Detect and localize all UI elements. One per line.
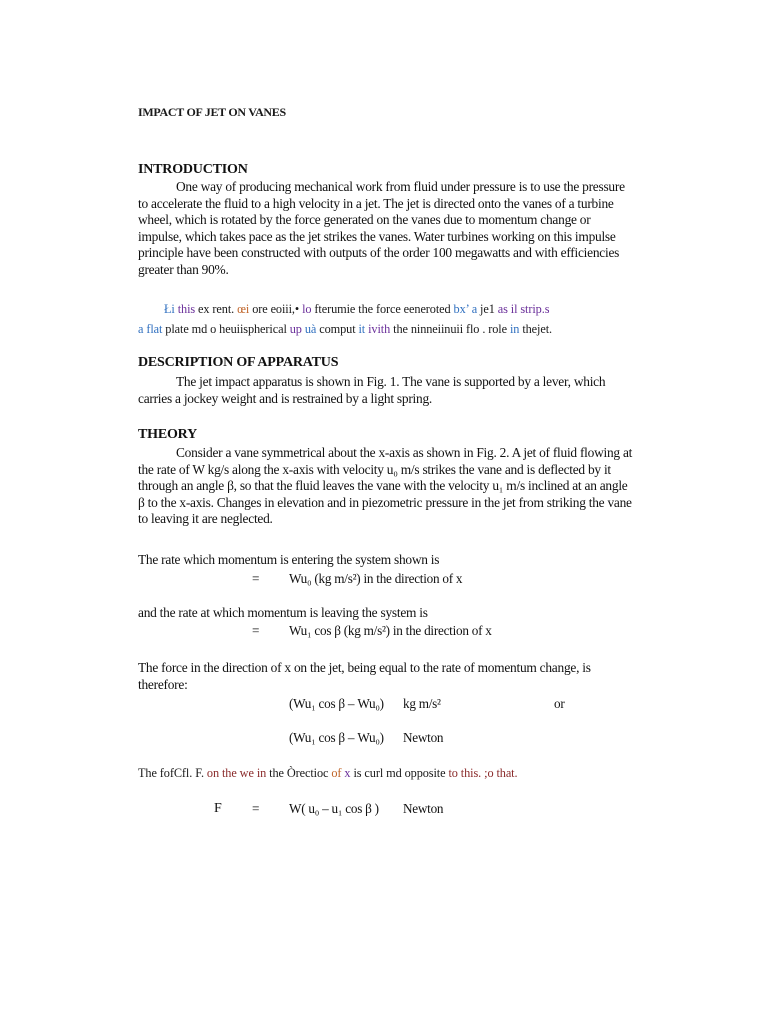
- intro-line: to accelerate the fluid to a high velocity in a jet. The jet is directed onto the vanes of a turbine: [138, 195, 614, 211]
- ocr-fragment: in: [509, 322, 520, 336]
- force-paragraph: [138, 660, 638, 693]
- ocr-fragment: plate md o heuiispherical: [162, 322, 290, 336]
- theory-line: through an angle β, so that the fluid leaves the vane with the velocity u₁ m/s inclined at an angle: [138, 478, 628, 493]
- force-equation-2: (Wu₁ cos β – Wu₀): [289, 730, 384, 745]
- theory-line: Consider a vane symmetrical about the x-axis as shown in Fig. 2. A jet of fluid flowing at: [176, 445, 633, 460]
- intro-heading: INTRODUCTION: [138, 162, 248, 177]
- final-unit: Newton: [403, 801, 444, 816]
- ocr-fragment: as: [497, 302, 508, 316]
- ocr-fragment: this: [177, 302, 196, 316]
- ocr-fragment: thejet.: [519, 322, 553, 336]
- intro-line: wheel, which is rotated by the force generated on the vanes due to momentum change or: [138, 212, 591, 227]
- ocr-fragment: fterumie the force eeneroted: [311, 302, 454, 316]
- ocr-fragment: a flat: [138, 322, 163, 336]
- intro-line: greater than 90%.: [138, 261, 229, 277]
- momentum-in-equation: Wu₀ (kg m/s²) in the direction of x: [289, 571, 463, 586]
- force-unit-kg: kg m/s²: [403, 696, 441, 711]
- ocr-fragment: ivith: [368, 322, 391, 336]
- apparatus-paragraph: [138, 374, 628, 407]
- ocr-fragment: ;o that.: [484, 766, 518, 780]
- ocr-fragment: of: [331, 766, 342, 780]
- ocr-fragment: œi: [237, 302, 250, 316]
- ocr-fragment: to this.: [448, 766, 482, 780]
- ocr-fragment: the Òrectioc: [266, 766, 332, 780]
- ocr-fragment: bx’ a: [453, 302, 478, 316]
- ocr-fragment: lo: [302, 302, 312, 316]
- force-or: or: [554, 696, 565, 711]
- theory-line: to leaving it are neglected.: [138, 511, 273, 526]
- force-equation-1: (Wu₁ cos β – Wu₀): [289, 696, 384, 711]
- ocr-line-2: [138, 320, 658, 339]
- ocr-line-1: [164, 300, 664, 319]
- ocr-fragment: the ninneiinuii flo . role: [390, 322, 510, 336]
- momentum-out-text: and the rate at which momentum is leaving the system is: [138, 605, 428, 620]
- page-title: IMPACT OF JET ON VANES: [138, 105, 286, 119]
- final-rhs: W( u₀ – u₁ cos β ): [289, 801, 379, 816]
- ocr-fragment: The fofCfl. F.: [138, 766, 207, 780]
- ocr-fragment: on the we: [206, 766, 254, 780]
- momentum-in-eq-sign: =: [252, 571, 260, 586]
- final-eq-sign: =: [252, 801, 260, 816]
- force-line: The force in the direction of x on the jet, being equal to the rate of momentum change, is: [138, 660, 591, 675]
- apparatus-heading: DESCRIPTION OF APPARATUS: [138, 355, 339, 370]
- ocr-fragment: Łi: [164, 302, 178, 316]
- ocr-fragment: il strip.s: [510, 302, 550, 316]
- theory-line: β to the x-axis. Changes in elevation and in piezometric pressure in the jet from striking the vane: [138, 494, 632, 510]
- apparatus-line: carries a jockey weight and is restrained by a light spring.: [138, 390, 433, 406]
- theory-heading: THEORY: [138, 427, 197, 442]
- ocr-fragment: ore eoiii,•: [249, 302, 303, 316]
- final-lhs: F: [214, 801, 222, 816]
- intro-paragraph: [138, 179, 628, 278]
- momentum-out-equation: Wu₁ cos β (kg m/s²) in the direction of x: [289, 623, 492, 638]
- ocr-fragment: comput: [316, 322, 359, 336]
- force-unit-newton: Newton: [403, 730, 444, 745]
- intro-line: One way of producing mechanical work from fluid under pressure is to use the pressure: [176, 179, 625, 194]
- ocr-fragment: is curl md opposite: [350, 766, 449, 780]
- theory-line: the rate of W kg/s along the x-axis with velocity u₀ m/s strikes the vane and is deflected by it: [138, 461, 611, 477]
- ocr-line-3: [138, 764, 658, 783]
- ocr-fragment: it: [358, 322, 366, 336]
- ocr-fragment: up: [289, 322, 302, 336]
- force-line: therefore:: [138, 676, 188, 692]
- momentum-in-text: The rate which momentum is entering the system shown is: [138, 552, 440, 567]
- ocr-fragment: ex rent.: [195, 302, 238, 316]
- ocr-fragment: in: [256, 766, 267, 780]
- ocr-fragment: x: [344, 766, 351, 780]
- intro-line: principle have been constructed with outputs of the order 100 megawatts and with efficiencies: [138, 245, 620, 260]
- ocr-fragment: je1: [477, 302, 498, 316]
- intro-line: impulse, which takes pace as the jet strikes the vanes. Water turbines working on this impulse: [138, 228, 616, 244]
- ocr-fragment: uà: [304, 322, 317, 336]
- theory-paragraph: [138, 445, 638, 528]
- momentum-out-eq-sign: =: [252, 623, 260, 638]
- apparatus-line: The jet impact apparatus is shown in Fig. 1. The vane is supported by a lever, which: [176, 374, 606, 389]
